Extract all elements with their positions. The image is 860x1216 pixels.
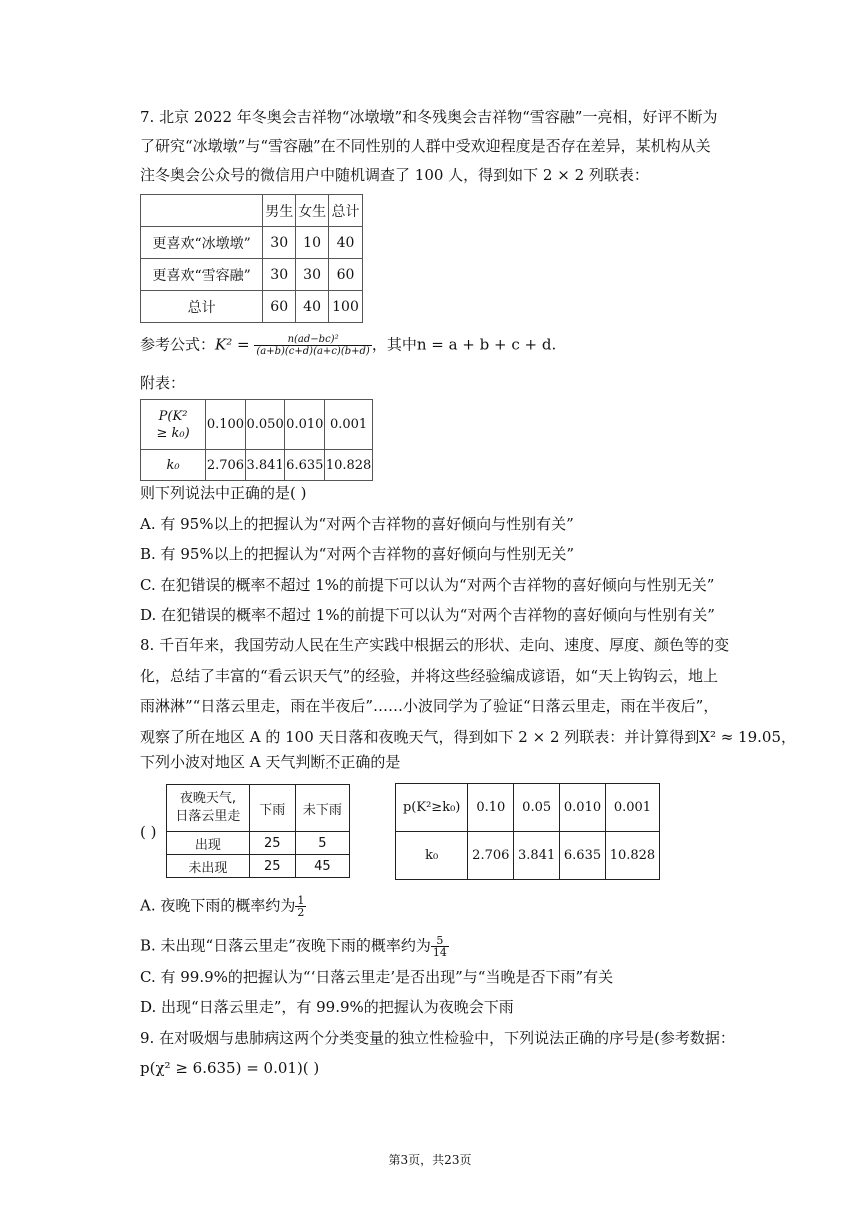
table-row — [141, 227, 363, 259]
table-row — [141, 259, 363, 291]
table-cell: 更喜欢“雪容融” — [141, 259, 263, 291]
table-row — [141, 291, 363, 323]
q8-line-5 — [140, 752, 400, 772]
table-cell: 更喜欢“冰墩墩” — [141, 227, 263, 259]
table-cell: 3.841 — [514, 832, 560, 880]
table-cell: 出现 — [167, 832, 250, 855]
corner-label-a: 夜晚天气, — [179, 791, 236, 806]
option-b-text: B. 未出现“日落云里走”夜晚下雨的概率约为 — [140, 936, 431, 955]
q7-line-1: 7. 北京 2022 年冬奥会吉祥物“冰墩墩”和冬残奥会吉祥物“雪容融”一亮相，好评不断为 — [140, 108, 718, 126]
table-cell: 2.706 — [468, 832, 514, 880]
table-cell: 0.001 — [325, 400, 373, 450]
ptable-label-a: P(K² — [158, 408, 188, 424]
table-cell: 10.828 — [325, 450, 373, 481]
table-cell: 30 — [296, 259, 329, 291]
table-header: 总计 — [329, 195, 363, 227]
q8-option-b — [140, 935, 449, 958]
table-cell: 0.010 — [560, 784, 606, 832]
q7-option-d: D. 在犯错误的概率不超过 1%的前提下可以认为“对两个吉祥物的喜好倾向与性别有关” — [140, 606, 715, 624]
q8-option-a — [140, 895, 306, 918]
table-header: p(K²≥k₀) — [396, 784, 468, 832]
q7-formula — [140, 334, 556, 357]
q7-line-2: 了研究“冰墩墩”与“雪容融”在不同性别的人群中受欢迎程度是否存在差异，某机构从关 — [140, 137, 711, 155]
q8-emphasis: 不正确 · · · — [325, 753, 370, 771]
q7-contingency-table — [140, 194, 363, 323]
table-cell: 6.635 — [560, 832, 606, 880]
table-cell: 0.001 — [605, 784, 659, 832]
table-cell: 5 — [295, 832, 349, 855]
formula-denominator: (a+b)(c+d)(a+c)(b+d) — [256, 346, 370, 357]
q8-paren: ( ) — [140, 823, 157, 841]
q7-option-b: B. 有 95%以上的把握认为“对两个吉祥物的喜好倾向与性别无关” — [140, 545, 575, 563]
q7-option-c: C. 在犯错误的概率不超过 1%的前提下可以认为“对两个吉祥物的喜好倾向与性别无关” — [140, 576, 715, 594]
table-cell — [141, 195, 263, 227]
table-cell: 45 — [295, 855, 349, 878]
table-header: k₀ — [141, 450, 206, 481]
table-cell: 30 — [263, 259, 296, 291]
q8-option-d: D. 出现“日落云里走”，有 99.9%的把握认为夜晚会下雨 — [140, 998, 514, 1016]
table-header: 女生 — [296, 195, 329, 227]
corner-label-b: 日落云里走 — [175, 809, 241, 824]
table-cell: 40 — [329, 227, 363, 259]
q7-line-3: 注冬奥会公众号的微信用户中随机调查了 100 人，得到如下 2 × 2 列联表： — [140, 166, 649, 184]
table-header — [141, 400, 206, 450]
table-cell: 总计 — [141, 291, 263, 323]
fraction-numerator: 5 — [431, 935, 449, 947]
table-cell: 3.841 — [245, 450, 285, 481]
table-cell: 30 — [263, 227, 296, 259]
table-cell: 25 — [249, 832, 295, 855]
table-cell: 0.100 — [206, 400, 246, 450]
table-cell: 0.010 — [285, 400, 325, 450]
q8-line-5-b: 的是 — [370, 753, 401, 771]
table-row — [167, 785, 350, 832]
q8-probability-table — [395, 783, 660, 880]
table-cell: 10 — [296, 227, 329, 259]
q7-appendix-label: 附表： — [140, 374, 186, 392]
table-row — [141, 450, 373, 481]
table-cell: 10.828 — [605, 832, 659, 880]
table-cell: 40 — [296, 291, 329, 323]
q8-contingency-table — [166, 784, 350, 878]
option-a-text: A. 夜晚下雨的概率约为 — [140, 896, 296, 915]
table-row — [396, 784, 660, 832]
table-cell: 60 — [263, 291, 296, 323]
table-header: 男生 — [263, 195, 296, 227]
table-row — [396, 832, 660, 880]
fraction-denominator: 14 — [432, 946, 447, 959]
table-cell: 6.635 — [285, 450, 325, 481]
q8-line-3: 雨淋淋”“日落云里走，雨在半夜后”……小波同学为了验证“日落云里走，雨在半夜后”， — [140, 697, 719, 715]
table-cell: 0.05 — [514, 784, 560, 832]
q8-line-4: 观察了所在地区 A 的 100 天日落和夜晚天气，得到如下 2 × 2 列联表：并计算得到X² ≈ 19.05， — [140, 728, 797, 746]
formula-fraction — [254, 334, 371, 357]
formula-suffix: ，其中n = a + b + c + d. — [371, 335, 557, 354]
table-header — [167, 785, 250, 832]
table-row — [167, 855, 350, 878]
q8-line-2: 化，总结了丰富的“看云识天气”的经验，并将这些经验编成谚语，如“天上钩钩云，地上 — [140, 667, 719, 685]
fraction-numerator: 1 — [297, 894, 305, 907]
table-cell: 100 — [329, 291, 363, 323]
q8-option-c: C. 有 99.9%的把握认为“‘日落云里走’是否出现”与“当晚是否下雨”有关 — [140, 968, 614, 986]
table-cell: 未出现 — [167, 855, 250, 878]
table-cell: 2.706 — [206, 450, 246, 481]
formula-numerator: n(ad−bc)² — [254, 334, 371, 346]
ptable-label-b: ≥ k₀) — [156, 425, 190, 441]
option-b-fraction — [431, 935, 449, 958]
formula-k: K² = — [215, 335, 255, 354]
formula-prefix: 参考公式： — [140, 335, 216, 354]
table-cell: 0.10 — [468, 784, 514, 832]
table-cell: 25 — [249, 855, 295, 878]
table-header: 下雨 — [249, 785, 295, 832]
q9-line-1: 9. 在对吸烟与患肺病这两个分类变量的独立性检验中，下列说法正确的序号是(参考数据： — [140, 1029, 735, 1047]
q8-line-5-a: 下列小波对地区 A 天气判断 — [140, 753, 326, 771]
q8-line-1: 8. 千百年来，我国劳动人民在生产实践中根据云的形状、走向、速度、厚度、颜色等的变 — [140, 636, 730, 654]
table-header: k₀ — [396, 832, 468, 880]
q7-probability-table — [140, 399, 373, 481]
fraction-denominator: 2 — [297, 906, 305, 919]
page-footer: 第3页，共23页 — [388, 1153, 472, 1167]
table-cell: 60 — [329, 259, 363, 291]
table-cell: 0.050 — [245, 400, 285, 450]
table-row — [141, 195, 363, 227]
q7-option-a: A. 有 95%以上的把握认为“对两个吉祥物的喜好倾向与性别有关” — [140, 515, 574, 533]
table-row — [141, 400, 373, 450]
q7-question: 则下列说法中正确的是( ) — [140, 484, 307, 502]
q9-line-2: p(χ² ≥ 6.635) = 0.01)( ) — [140, 1059, 320, 1077]
table-row — [167, 832, 350, 855]
table-header: 未下雨 — [295, 785, 349, 832]
option-a-fraction — [295, 895, 306, 918]
